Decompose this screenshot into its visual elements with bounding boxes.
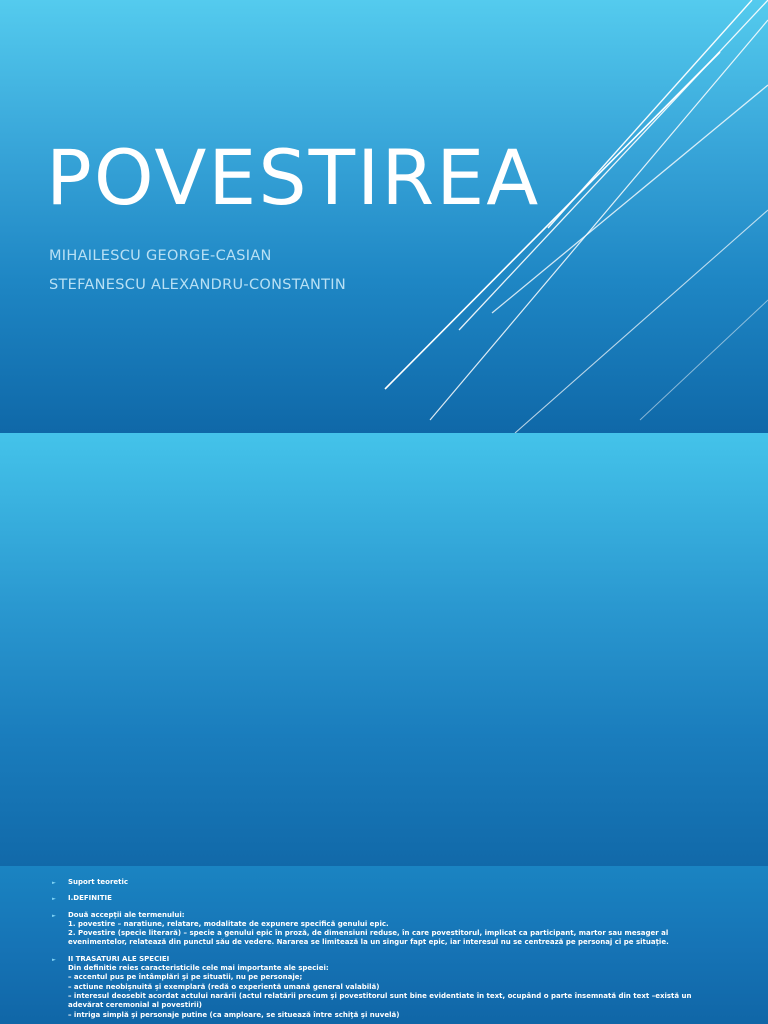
author-name: STEFANESCU ALEXANDRU-CONSTANTIN	[49, 277, 347, 293]
note-line: 1. povestire – naratiune, relatare, modalitate de expunere specifică genului epic.	[68, 919, 389, 928]
note-line: 2. Povestire (specie literară) – specie a genului epic în proză, de dimensiuni reduse, în care povestitorul, implicat ca participant, martor sau mesager al	[68, 929, 669, 938]
author-name: MIHAILESCU GEORGE-CASIAN	[49, 248, 272, 264]
slide-theory-notes	[0, 866, 768, 1024]
list-item	[52, 955, 752, 1020]
note-line: adevărat ceremonial al povestirii)	[68, 1001, 202, 1010]
slide-definition-text	[0, 433, 768, 866]
note-line: – accentul pus pe întâmplări şi pe situatii, nu pe personaje;	[68, 973, 303, 982]
note-line: II TRASATURI ALE SPECIEI	[68, 954, 170, 963]
bullet-arrow-icon: ►	[52, 956, 56, 963]
note-line: evenimentelor, relatează din punctul său de vedere. Nararea se limitează la un singur fapt epic, iar interesul nu se centrează pe personaj ci pe situaţie.	[68, 938, 669, 947]
note-line: – interesul deosebit acordat actului narării (actul relatării precum şi povestitorul sunt bine evidentiate în text, ocupând o parte însemnată din text –există un	[68, 991, 692, 1000]
slide-title	[0, 0, 768, 433]
note-line: Două accepţii ale termenului:	[68, 910, 185, 919]
list-item	[52, 894, 752, 903]
list-item	[52, 878, 752, 887]
bullet-arrow-icon: ►	[52, 912, 56, 919]
bullet-arrow-icon: ►	[52, 896, 56, 903]
note-line: Suport teoretic	[68, 878, 129, 886]
list-item	[52, 911, 752, 948]
notes-list	[52, 878, 752, 1020]
note-line: I.DEFINITIE	[68, 894, 112, 903]
note-line: Din definitie reies caracteristicile cele mai importante ale speciei:	[68, 964, 329, 973]
note-line: – actiune neobişnuită şi exemplară (redă o experientă umană general valabilă)	[68, 982, 380, 991]
note-line: – intriga simplă şi personaje putine (ca amploare, se situează între schiţă şi nuvelă)	[68, 1010, 400, 1019]
bullet-arrow-icon: ►	[52, 880, 56, 886]
presentation-title: POVESTIREA	[46, 133, 541, 222]
